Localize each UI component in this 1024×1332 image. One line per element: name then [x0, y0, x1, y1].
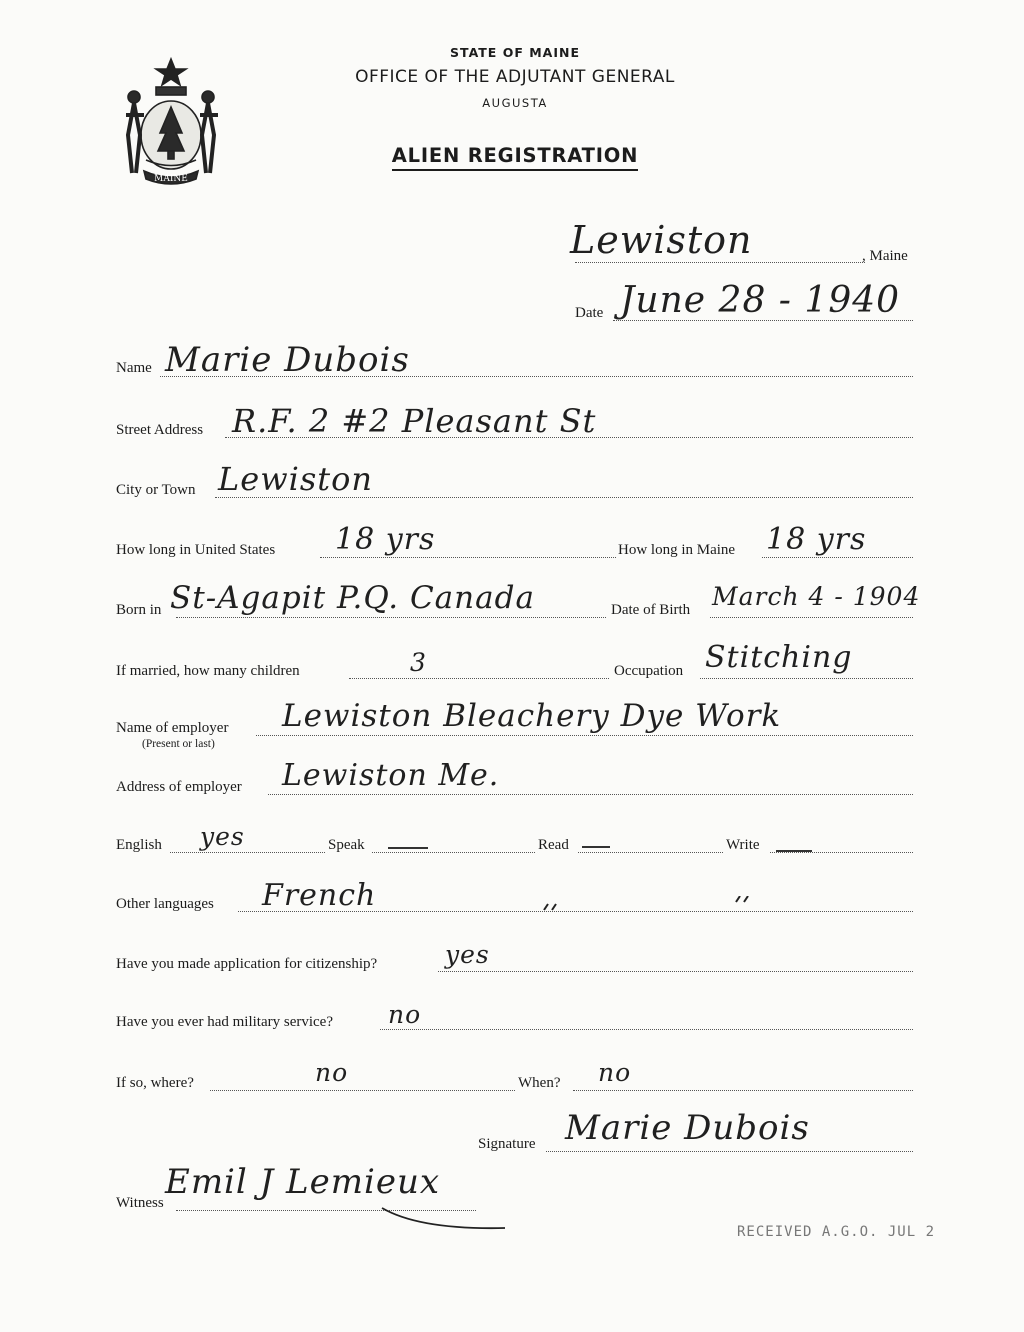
years-maine-handwriting: 18 yrs — [766, 522, 867, 557]
write-label: Write — [726, 837, 760, 853]
born-in-line — [176, 617, 606, 618]
write-mark — [776, 850, 812, 852]
city-heading: AUGUSTA — [482, 96, 548, 110]
years-us-line — [320, 557, 616, 558]
employer-handwriting: Lewiston Bleachery Dye Work — [282, 698, 782, 734]
maine-label: , Maine — [862, 248, 908, 264]
city-handwriting: Lewiston — [218, 460, 373, 498]
occupation-line — [700, 678, 913, 679]
when-label: When? — [518, 1075, 561, 1091]
dob-line — [710, 617, 913, 618]
occupation-label: Occupation — [614, 663, 684, 679]
state-heading: STATE OF MAINE — [450, 45, 580, 60]
citizenship-handwriting: yes — [445, 940, 490, 969]
signature-handwriting: Marie Dubois — [565, 1108, 810, 1148]
born-in-label: Born in — [116, 602, 162, 618]
signature-label: Signature — [478, 1136, 536, 1152]
date-label: Date — [575, 305, 604, 321]
years-us-handwriting: 18 yrs — [335, 522, 436, 557]
english-handwriting: yes — [200, 822, 245, 851]
dob-handwriting: March 4 - 1904 — [712, 582, 921, 611]
office-heading: OFFICE OF THE ADJUTANT GENERAL — [355, 67, 675, 87]
seal-text: MAINE — [154, 174, 188, 184]
employer-sublabel: (Present or last) — [142, 738, 215, 750]
place-handwriting: Lewiston — [570, 218, 753, 262]
when-handwriting: no — [598, 1058, 632, 1087]
citizenship-line — [438, 971, 913, 972]
witness-flourish — [380, 1200, 510, 1235]
where-label: If so, where? — [116, 1075, 194, 1091]
years-maine-line — [762, 557, 913, 558]
state-seal-icon — [116, 55, 226, 185]
speak-line — [372, 852, 535, 853]
dob-label: Date of Birth — [611, 602, 691, 618]
employer-line — [256, 735, 913, 736]
occupation-handwriting: Stitching — [705, 640, 853, 675]
city-label: City or Town — [116, 482, 196, 498]
children-line — [349, 678, 609, 679]
other-languages-handwriting: French — [262, 878, 377, 913]
citizenship-label: Have you made application for citizenship? — [116, 956, 378, 972]
form-title: ALIEN REGISTRATION — [370, 144, 660, 167]
witness-handwriting: Emil J Lemieux — [165, 1162, 441, 1202]
born-in-handwriting: St-Agapit P.Q. Canada — [170, 580, 535, 616]
children-handwriting: 3 — [410, 648, 427, 677]
witness-label: Witness — [116, 1195, 164, 1211]
place-line — [575, 262, 865, 263]
received-stamp: RECEIVED A.G.O. JUL 2 — [737, 1224, 936, 1240]
read-mark — [582, 846, 610, 848]
name-label: Name — [116, 360, 152, 376]
military-handwriting: no — [388, 1000, 422, 1029]
write-line — [770, 852, 913, 853]
years-maine-label: How long in Maine — [618, 542, 736, 558]
military-label: Have you ever had military service? — [116, 1014, 333, 1030]
where-handwriting: no — [315, 1058, 349, 1087]
other-languages-label: Other languages — [116, 896, 214, 912]
years-us-label: How long in United States — [116, 542, 276, 558]
street-label: Street Address — [116, 422, 204, 438]
english-label: English — [116, 837, 162, 853]
where-line — [210, 1090, 515, 1091]
date-handwriting: June 28 - 1940 — [620, 280, 901, 321]
name-handwriting: Marie Dubois — [165, 340, 410, 380]
children-label: If married, how many children — [116, 663, 300, 679]
employer-address-handwriting: Lewiston Me. — [282, 758, 500, 793]
speak-mark — [388, 847, 428, 849]
read-line — [578, 852, 723, 853]
speak-label: Speak — [328, 837, 365, 853]
employer-address-line — [268, 794, 913, 795]
signature-line — [546, 1151, 913, 1152]
when-line — [573, 1090, 913, 1091]
employer-address-label: Address of employer — [116, 779, 242, 795]
english-line — [170, 852, 325, 853]
employer-label: Name of employer — [116, 720, 229, 736]
military-line — [380, 1029, 913, 1030]
read-label: Read — [538, 837, 569, 853]
street-handwriting: R.F. 2 #2 Pleasant St — [232, 402, 597, 440]
ditto-marks — [540, 896, 770, 916]
